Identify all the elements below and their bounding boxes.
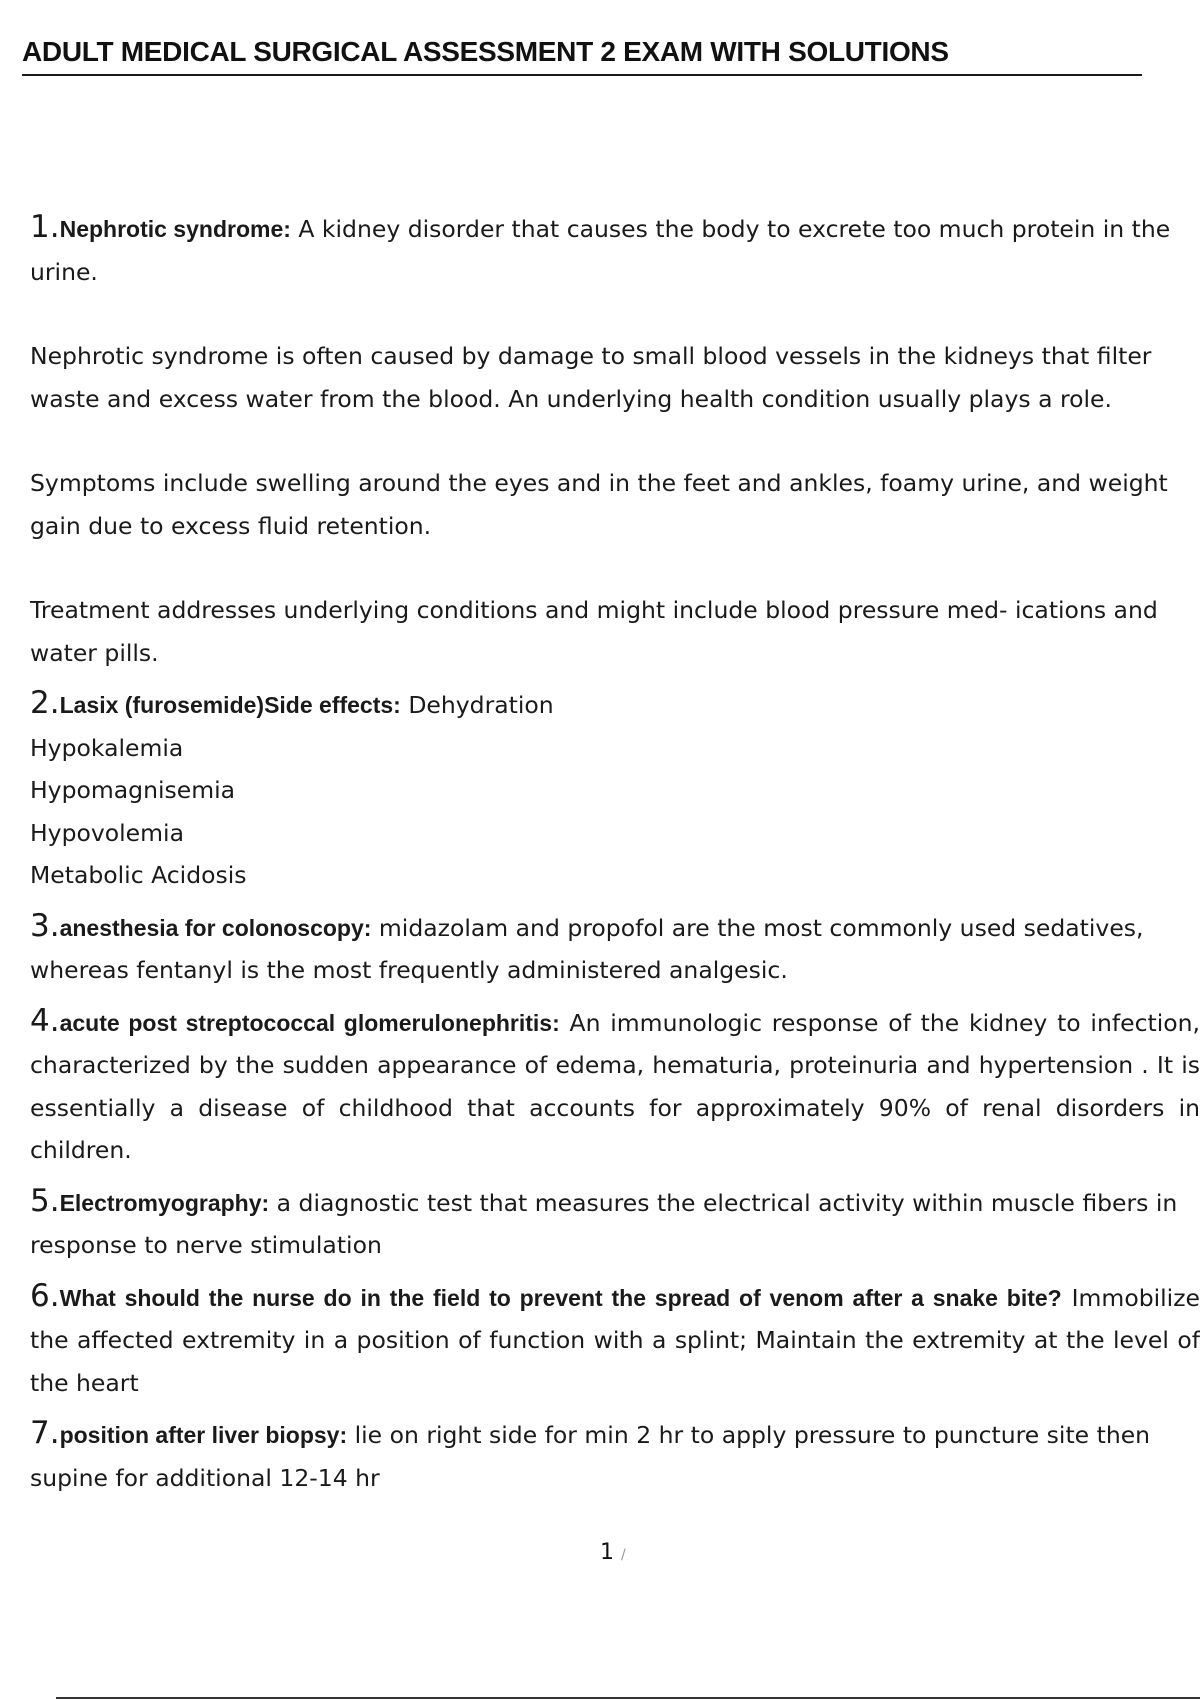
- answer-line: Metabolic Acidosis: [30, 861, 247, 889]
- item-number: 6.: [30, 1277, 60, 1314]
- answer-line: Hypovolemia: [30, 818, 184, 847]
- item-term: anesthesia for colonoscopy:: [59, 914, 372, 941]
- paragraph: Nephrotic syndrome is often caused by damage to small blood vessels in the kidneys that filter waste and excess water from the blood. An underlying health condition usually plays a role.: [30, 342, 1152, 413]
- paragraph: Treatment addresses underlying conditions and might include blood pressure med- ications and water pills.: [30, 596, 1158, 667]
- item-number: 4.: [30, 1002, 60, 1039]
- question-item-1: [30, 206, 1200, 293]
- item-answer: a diagnostic test that measures the electrical activity within muscle fibers in response to nerve stimulation: [30, 1188, 1178, 1259]
- item-number: 2.: [30, 685, 60, 721]
- item-answer: Dehydration: [400, 691, 554, 719]
- document-body: [30, 206, 1200, 1499]
- item-term: Lasix (furosemide)Side effects:: [59, 692, 401, 718]
- item-term: What should the nurse do in the field to prevent the spread of venom after a snake bite?: [59, 1284, 1062, 1311]
- item-answer: lie on right side for min 2 hr to apply pressure to puncture site then supine for additional 12-14 hr: [30, 1421, 1151, 1492]
- answer-line: Hypomagnisemia: [30, 776, 236, 804]
- question-item-3: [30, 905, 1200, 992]
- page-title: ADULT MEDICAL SURGICAL ASSESSMENT 2 EXAM WITH SOLUTIONS: [22, 30, 1142, 76]
- page-number-value: 1: [600, 1540, 614, 1565]
- question-item-6: [30, 1275, 1200, 1405]
- question-item-4: [30, 1000, 1200, 1172]
- item-answer: A kidney disorder that causes the body to excrete too much protein in the urine.: [30, 215, 1171, 286]
- footer-divider: [56, 1697, 1200, 1699]
- page-number: [600, 1540, 626, 1565]
- item-term: Nephrotic syndrome:: [59, 216, 291, 242]
- item-answer: Immobilize the affected extremity in a position of function with a splint; Maintain the extremity at the level of the heart: [30, 1283, 1200, 1397]
- item-number: 7.: [30, 1415, 60, 1451]
- item-number: 1.: [30, 209, 60, 245]
- item-term: acute post streptococcal glomerulonephritis:: [59, 1009, 560, 1036]
- question-item-7: [30, 1412, 1200, 1499]
- item-term: Electromyography:: [59, 1189, 270, 1216]
- item-term: position after liver biopsy:: [59, 1422, 348, 1448]
- item-answer: midazolam and propofol are the most commonly used sedatives, whereas fentanyl is the most frequently administered analgesic.: [30, 913, 1144, 984]
- answer-line: Hypokalemia: [30, 733, 184, 762]
- item-number: 3.: [30, 907, 60, 944]
- item-number: 5.: [30, 1182, 60, 1219]
- page-number-suffix: /: [621, 1547, 626, 1563]
- paragraph: Symptoms include swelling around the eyes and in the feet and ankles, foamy urine, and weight gain due to excess fluid retention.: [30, 469, 1168, 540]
- question-item-5: [30, 1180, 1200, 1267]
- item-answer: An immunologic response of the kidney to infection, characterized by the sudden appearance of edema, hematuria, proteinuria and hypertension . It is essentially a disease of childhood that accounts for approximately 90% of renal disorders in children.: [30, 1008, 1200, 1164]
- question-item-2: [30, 682, 1200, 727]
